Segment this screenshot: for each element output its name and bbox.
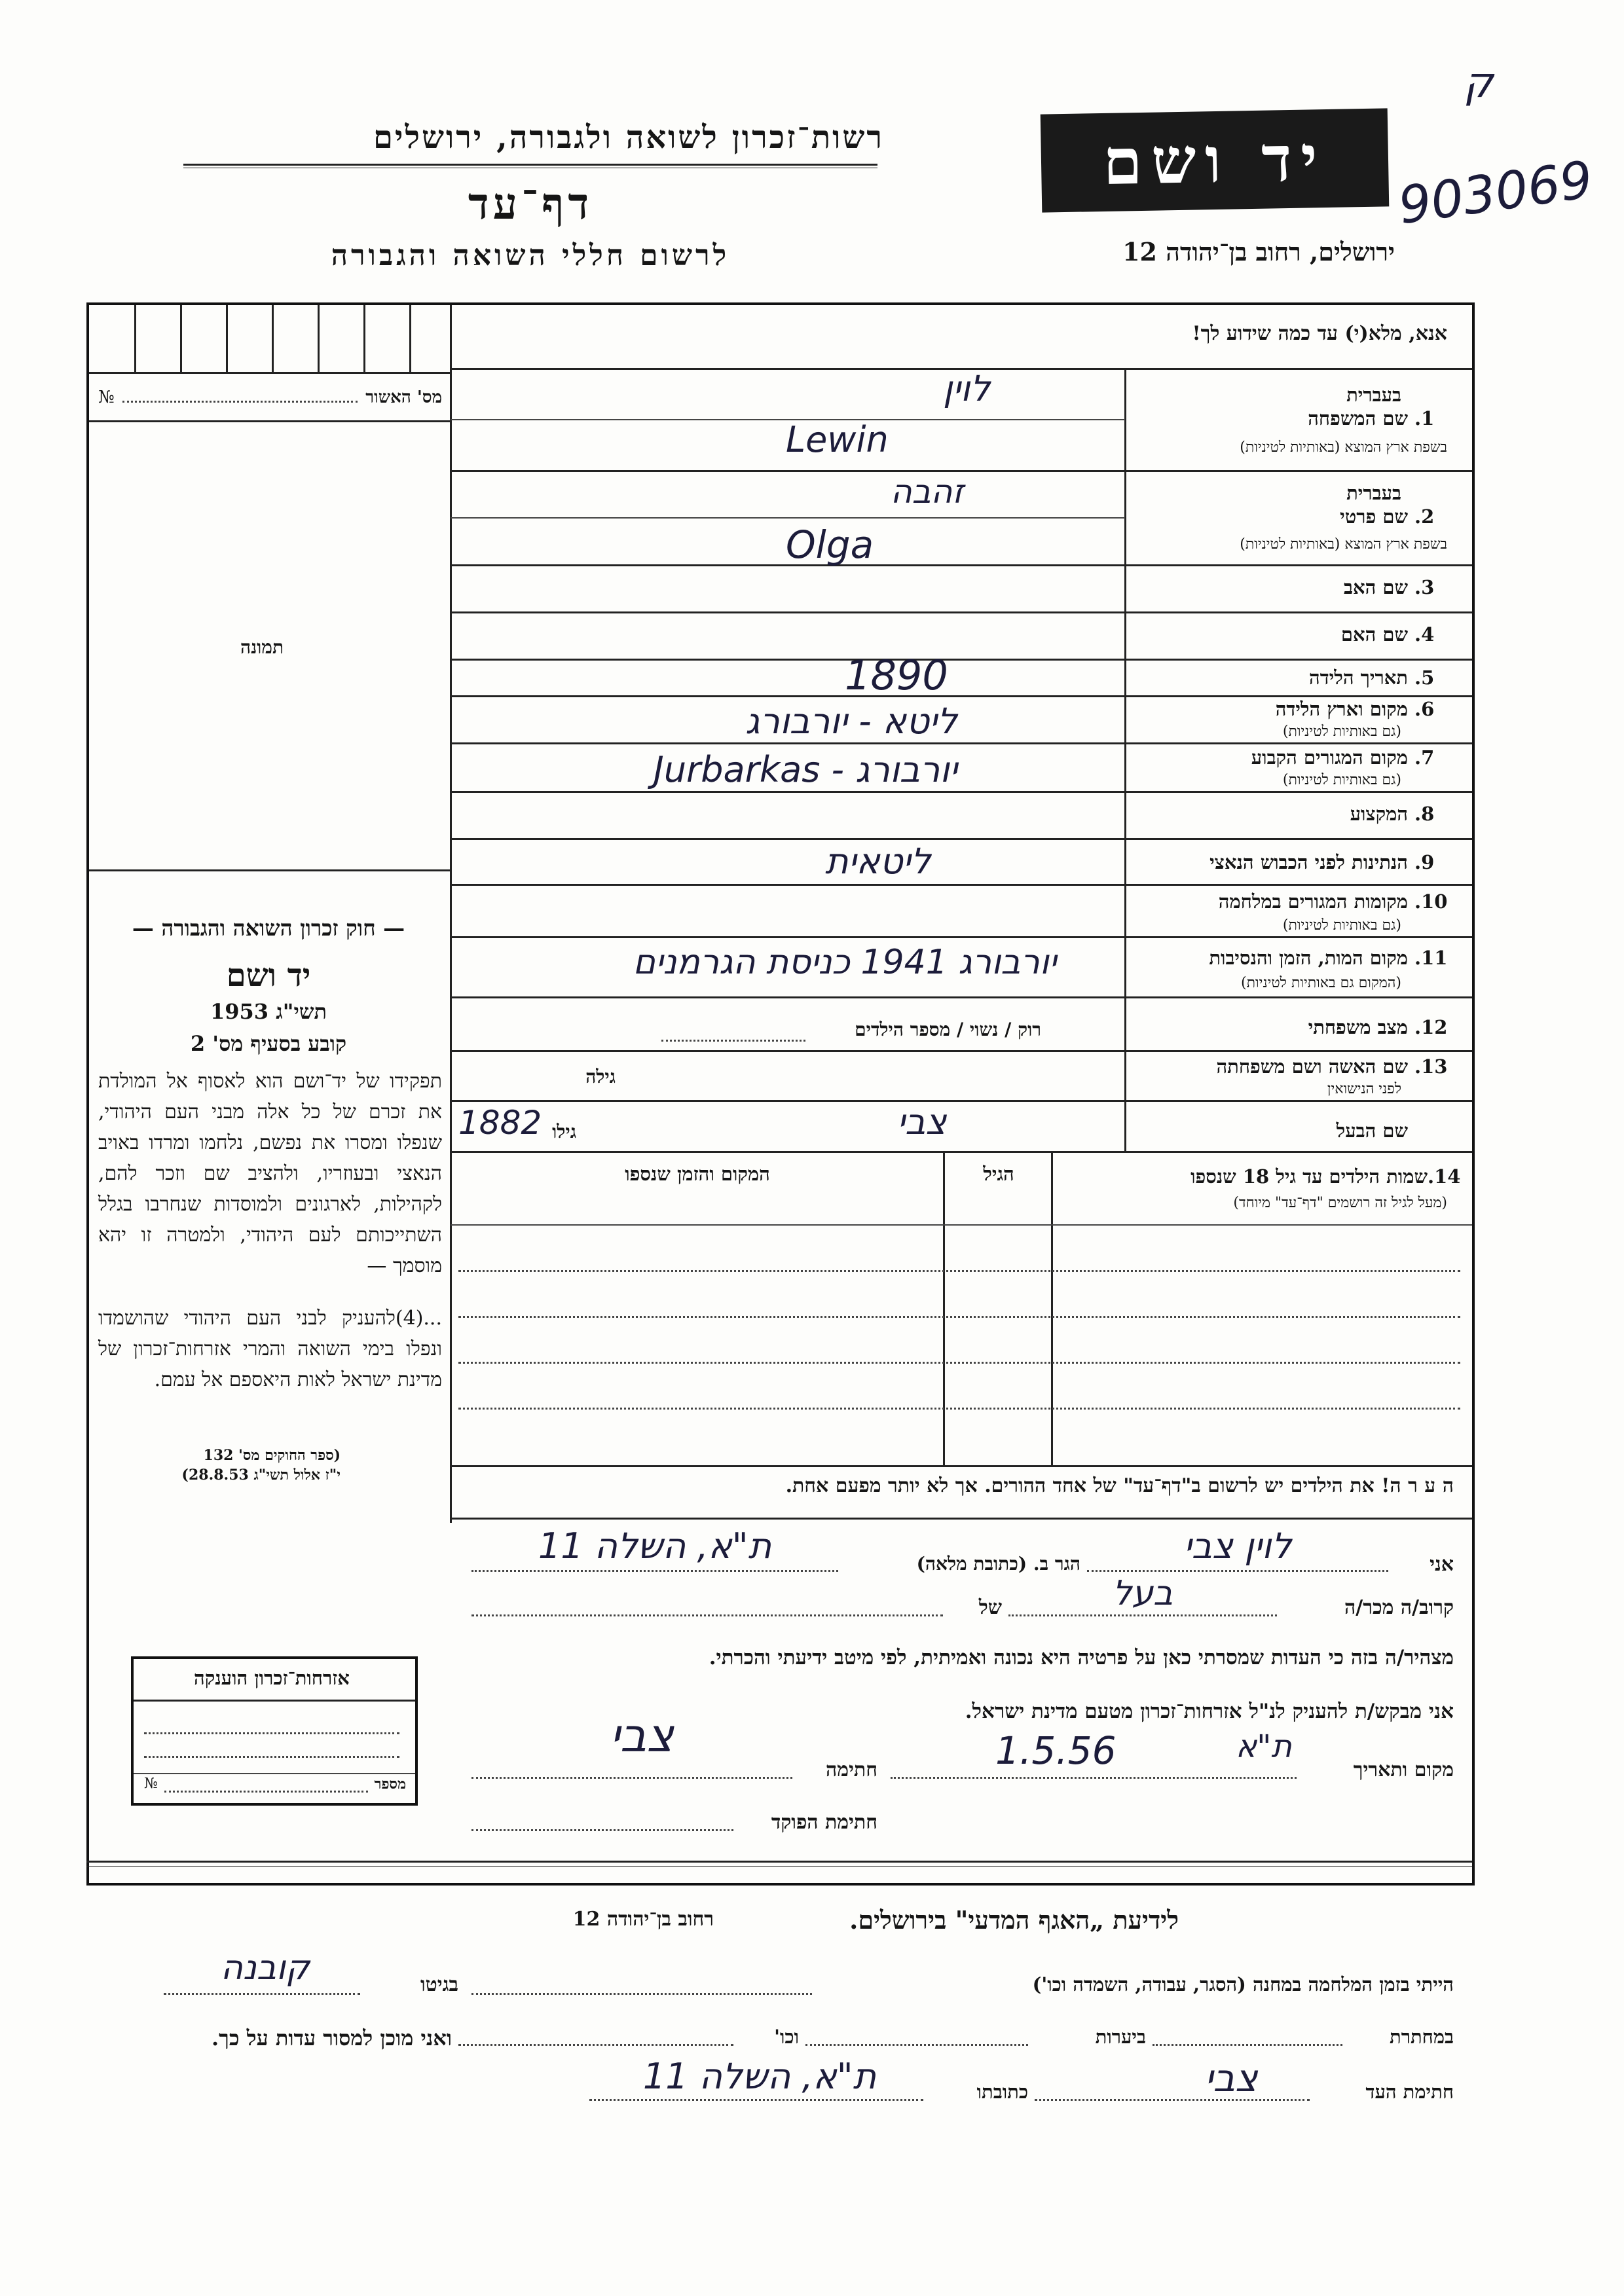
fill-request: אנא, מלא(י) עד כמה שידוע לך! <box>1192 322 1447 345</box>
death-place-value[interactable]: יורבורג 1941 כניסת הגרמנים <box>633 943 1057 982</box>
field-12-num: 12. <box>1414 1016 1448 1038</box>
footer-title: לידיעת „האגף המדעי" בירושלים. <box>849 1905 1179 1935</box>
citizenship-box-number <box>144 1776 406 1793</box>
children-note: ה ע ר ה! את הילדים יש לרשום ב"דף־עד" של אחד ההורים. אך לא יותר מפעם אחת. <box>785 1474 1454 1497</box>
field-5-num: 5. <box>1414 666 1435 689</box>
field-12-label: מצב משפחתי <box>1308 1016 1408 1038</box>
footer-forests-label: ביערות <box>1095 2026 1146 2048</box>
law-text: תפקידו של יד־ושם הוא לאסוף אל המולדת את זכרם של כל אלה מבני העם היהודי, שנפלו ומסרו את נפשם, נלחמו ומרדו באויב הנאצי ובעוזריו, ולהציב שם וזכר להם, לקהילות, לארגונים ולמוסדות שנחרבו בגלל השתייכותם לעם היהודי, ולמטרה זו יהא מוסמך — <box>98 1070 442 1277</box>
husband-age-value[interactable]: 1882 <box>458 1104 542 1142</box>
decl-statement: מצהיר/ה בזה כי העדות שמסרתי כאן על פרטיה היא נכונה ואמיתית, לפי מיטב ידיעתי והכרתי. <box>709 1646 1454 1669</box>
husband-name-value[interactable]: צבי <box>897 1101 947 1142</box>
birth-date-value[interactable]: 1890 <box>845 651 948 699</box>
footer-etc-label: וכו' <box>774 2026 799 2048</box>
header-address: ירושלים, רחוב בן־יהודה 12 <box>1122 237 1395 266</box>
field-6-sub: (גם באותיות לטיניות) <box>1282 723 1401 740</box>
first-name-hebrew-value[interactable]: זהבה <box>891 473 964 511</box>
yad-vashem-logo <box>1041 108 1390 212</box>
decl-relative-label: קרוב/ה מכר/ה <box>1344 1596 1454 1619</box>
field-7-sub: (גם באותיות לטיניות) <box>1282 772 1401 788</box>
decl-place-date-label: מקום ותאריך <box>1353 1758 1454 1781</box>
approval-number <box>98 388 442 407</box>
field-1-heb: בעברית <box>1346 384 1401 406</box>
field-1-num: 1. <box>1414 407 1435 429</box>
decl-date-value[interactable]: 1.5.56 <box>995 1728 1116 1773</box>
citizenship-number-sign: № <box>144 1776 158 1792</box>
field-10-label: מקומות המגורים במלחמה <box>1218 890 1408 913</box>
authority-name: רשות־זכרון לשואה ולגבורה, ירושלים <box>373 119 884 156</box>
field-8-label: המקצוע <box>1350 803 1408 825</box>
family-name-hebrew-value[interactable]: לוין <box>943 368 991 409</box>
field-2-num: 2. <box>1414 505 1435 528</box>
husband-age-label: גילו <box>552 1121 576 1142</box>
photo-label: תמונה <box>240 636 284 658</box>
decl-signature-value[interactable]: צבי <box>610 1709 674 1762</box>
logo-text: יד ושם <box>1102 121 1327 199</box>
field-11-num: 11. <box>1414 947 1448 969</box>
field-3-label: שם האב <box>1343 576 1408 598</box>
law-title: — חוק זכרון השואה והגבורה — <box>132 915 405 941</box>
footer-line1: הייתי בזמן המלחמה במחנה (הסגר, עבודה, השמדה וכו') <box>1032 1973 1454 1995</box>
field-11-sub: (המקום גם באותיות לטיניות) <box>1241 975 1401 991</box>
approval-label: מס' האשור <box>365 388 442 407</box>
law-year: תשי"ג 1953 <box>210 999 327 1024</box>
field-1-label: שם המשפחה <box>1308 407 1408 429</box>
decl-officer-label: חתימת הפוקד <box>771 1811 877 1834</box>
approval-number-field[interactable] <box>122 388 358 403</box>
footer-witness-signature[interactable]: צבי <box>1204 2056 1258 2100</box>
footer-underground-label: במחתרת <box>1390 2026 1454 2048</box>
law-reference-2: י"ז אלול תשי"ג 28.8.53) <box>181 1467 341 1484</box>
children-col-place: המקום והזמן שנספו <box>625 1163 770 1185</box>
decl-lives-label: הגר ב. (כתובת מלאה) <box>916 1553 1080 1575</box>
field-9-label: הנתינות לפני הכבוש הנאצי <box>1209 851 1408 873</box>
field-11-label: מקום המות, הזמן והנסיבות <box>1209 947 1408 969</box>
decl-request: אני מבקש/ת להעניק לנ"ל אזרחות־זכרון מטעם מדינת ישראל. <box>965 1700 1454 1723</box>
decl-i-label: אני <box>1430 1553 1454 1576</box>
decl-place-value[interactable]: ת"א <box>1236 1728 1292 1765</box>
field-13-sub: לפני הנישואין <box>1327 1081 1401 1097</box>
children-col-age: הגיל <box>983 1163 1014 1185</box>
children-sub: (מעל לגיל זה רושמים "דף־עד" מיוחד) <box>1233 1195 1447 1211</box>
field-13-label: שם האשה ושם משפחתה <box>1216 1055 1408 1078</box>
wife-age-label: גילה <box>585 1066 616 1087</box>
decl-name-value[interactable]: לוין צבי <box>1183 1525 1292 1567</box>
field-7-num: 7. <box>1414 746 1435 769</box>
field-2-heb: בעברית <box>1346 482 1401 504</box>
citizenship-number-label: מספר <box>374 1776 406 1793</box>
form-subtitle: לרשום חללי השואה והגבורה <box>331 239 730 272</box>
decl-relation-value[interactable]: בעל <box>1112 1574 1173 1613</box>
field-8-num: 8. <box>1414 803 1435 825</box>
first-name-latin-value[interactable]: Olga <box>786 522 874 567</box>
husband-label: שם הבעל <box>1336 1120 1408 1142</box>
footer-ghetto-label: בגיטו <box>420 1973 458 1996</box>
children-num: 14. <box>1428 1165 1461 1188</box>
law-reference-1: (ספר החוקים מס' 132 <box>203 1447 341 1464</box>
field-3-num: 3. <box>1414 576 1435 598</box>
family-name-latin-value[interactable]: Lewin <box>786 419 889 460</box>
field-10-sub: (גם באותיות לטיניות) <box>1282 917 1401 934</box>
citizenship-box-title: אזרחות־זכרון הוענקה <box>194 1667 350 1689</box>
registration-stamp-number: 903069 <box>1395 150 1596 236</box>
footer-witness-label: חתימת העד <box>1365 2081 1454 2103</box>
birth-place-value[interactable]: ליטא - יורבורג <box>745 701 957 742</box>
field-13-num: 13. <box>1414 1055 1448 1078</box>
field-1-sub: בשפת ארץ המוצא (באותיות לטיניות) <box>1240 439 1447 456</box>
form-title: דף־עד <box>468 178 593 229</box>
field-4-label: שם האם <box>1340 623 1408 646</box>
field-2-label: שם פרטי <box>1340 505 1408 528</box>
decl-address-value[interactable]: ת"א, השלה 11 <box>538 1525 772 1567</box>
law-clause: קובע בסעיף מס' 2 <box>190 1031 347 1056</box>
footer-address: רחוב בן־יהודה 12 <box>572 1908 714 1931</box>
footer-address-label: כתובתו <box>976 2081 1028 2103</box>
footer-ghetto-value[interactable]: קובנה <box>221 1948 310 1988</box>
footer-address-value[interactable]: ת"א, השלה 11 <box>642 2056 877 2097</box>
residence-value[interactable]: יורבורג - Jurbarkas <box>653 749 958 790</box>
field-6-num: 6. <box>1414 698 1435 720</box>
page-mark: ק <box>1464 59 1494 107</box>
approval-number-sign: № <box>98 388 115 407</box>
citizenship-value[interactable]: ליטאית <box>825 841 931 882</box>
field-9-num: 9. <box>1414 851 1435 873</box>
children-label: שמות הילדים עד גיל 18 שנספו <box>1190 1165 1428 1188</box>
field-4-num: 4. <box>1414 623 1435 646</box>
decl-of-label: של <box>978 1596 1002 1619</box>
marital-options: רוק / נשוי / מספר הילדים <box>855 1019 1041 1040</box>
citizenship-number-field[interactable] <box>164 1776 368 1793</box>
field-10-num: 10. <box>1414 890 1448 913</box>
field-7-label: מקום המגורים הקבוע <box>1251 746 1408 769</box>
footer-ready: ואני מוכן למסור עדות על כך. <box>211 2026 452 2050</box>
decl-signature-label: חתימה <box>826 1758 877 1781</box>
field-5-label: תאריך הלידה <box>1309 666 1408 689</box>
field-2-sub: בשפת ארץ המוצא (באותיות לטיניות) <box>1240 536 1447 553</box>
field-6-label: מקום וארץ הלידה <box>1275 698 1408 720</box>
law-name: יד ושם <box>226 957 311 994</box>
law-text-2: ...(4)להעניק לבני העם היהודי שהושמדו ונפלו בימי השואה והמרי אזרחות־זכרון של מדינת ישראל לאות היאספם אל עמם. <box>98 1307 442 1391</box>
